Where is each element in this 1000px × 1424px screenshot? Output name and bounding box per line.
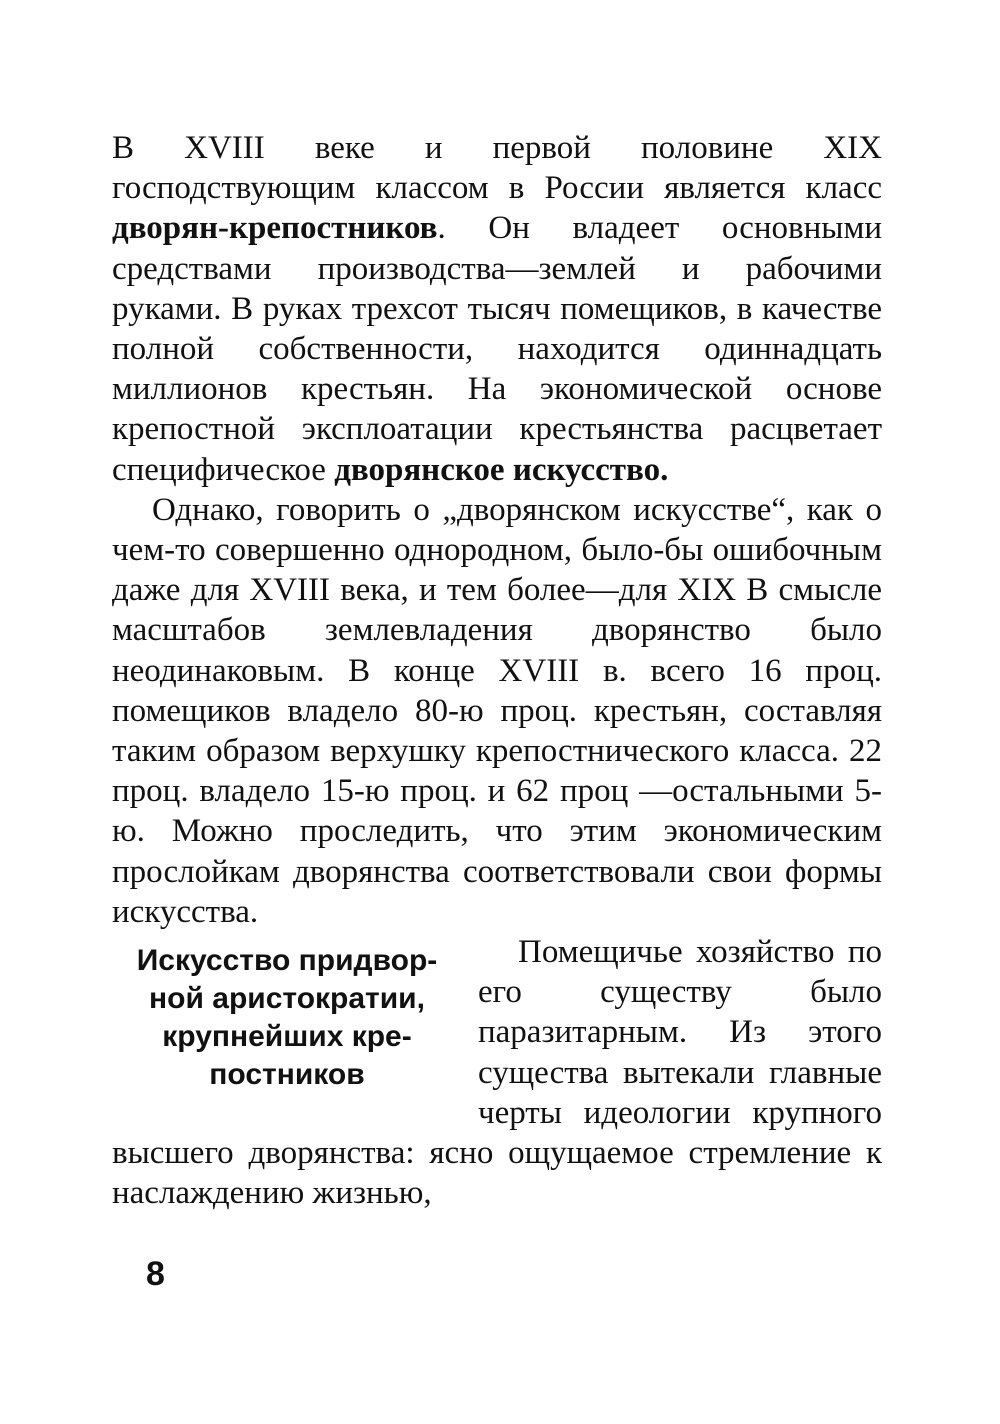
section-heading: Искусство придвор- ной аристократии, крупнейших кре- постников — [136, 944, 438, 1092]
paragraph-2: Однако, говорить о „дворянском искусстве“, как о чем-то совершенно однородном, было-бы ошибочным даже для XVIII века, и тем более—для XIX В смысле масштабов землевладения дворянство было неодинаковым. В конце XVIII в. всего 16 проц. помещиков владело 80-ю проц. крестьян, составляя таким образом верхушку крепостнического класса. 22 проц. владело 15-ю проц. и 62 проц —остальными 5-ю. Можно проследить, что этим экономическим прослойкам дворянства соответствовали свои формы искусства. — [112, 491, 882, 930]
page-number: 8 — [146, 1255, 165, 1293]
paragraph-3: Помещичье хозяйство по его существу было паразитарным. Из этого существа вытекали главные черты идеологии крупного высшего дворянства: ясно ощущаемое стремление к наслаждению жизнью, — [112, 934, 882, 1212]
emphasis-term: дворянское искусство. — [334, 451, 669, 488]
page-text — [112, 128, 882, 1213]
emphasis-term: дворян-крепостников — [112, 210, 438, 247]
paragraph-1: В XVIII веке и первой половине XIX господствующим классом в России является класс дворян-крепостников. Он владеет основными средствами производства—землей и рабочими руками. В руках трехсот тысяч помещиков, в качестве полной собственности, находится одиннадцать миллионов крестьян. На экономической основе крепостной эксплоатации крестьянства расцветает специфическое дворянское искусство. — [112, 130, 882, 488]
